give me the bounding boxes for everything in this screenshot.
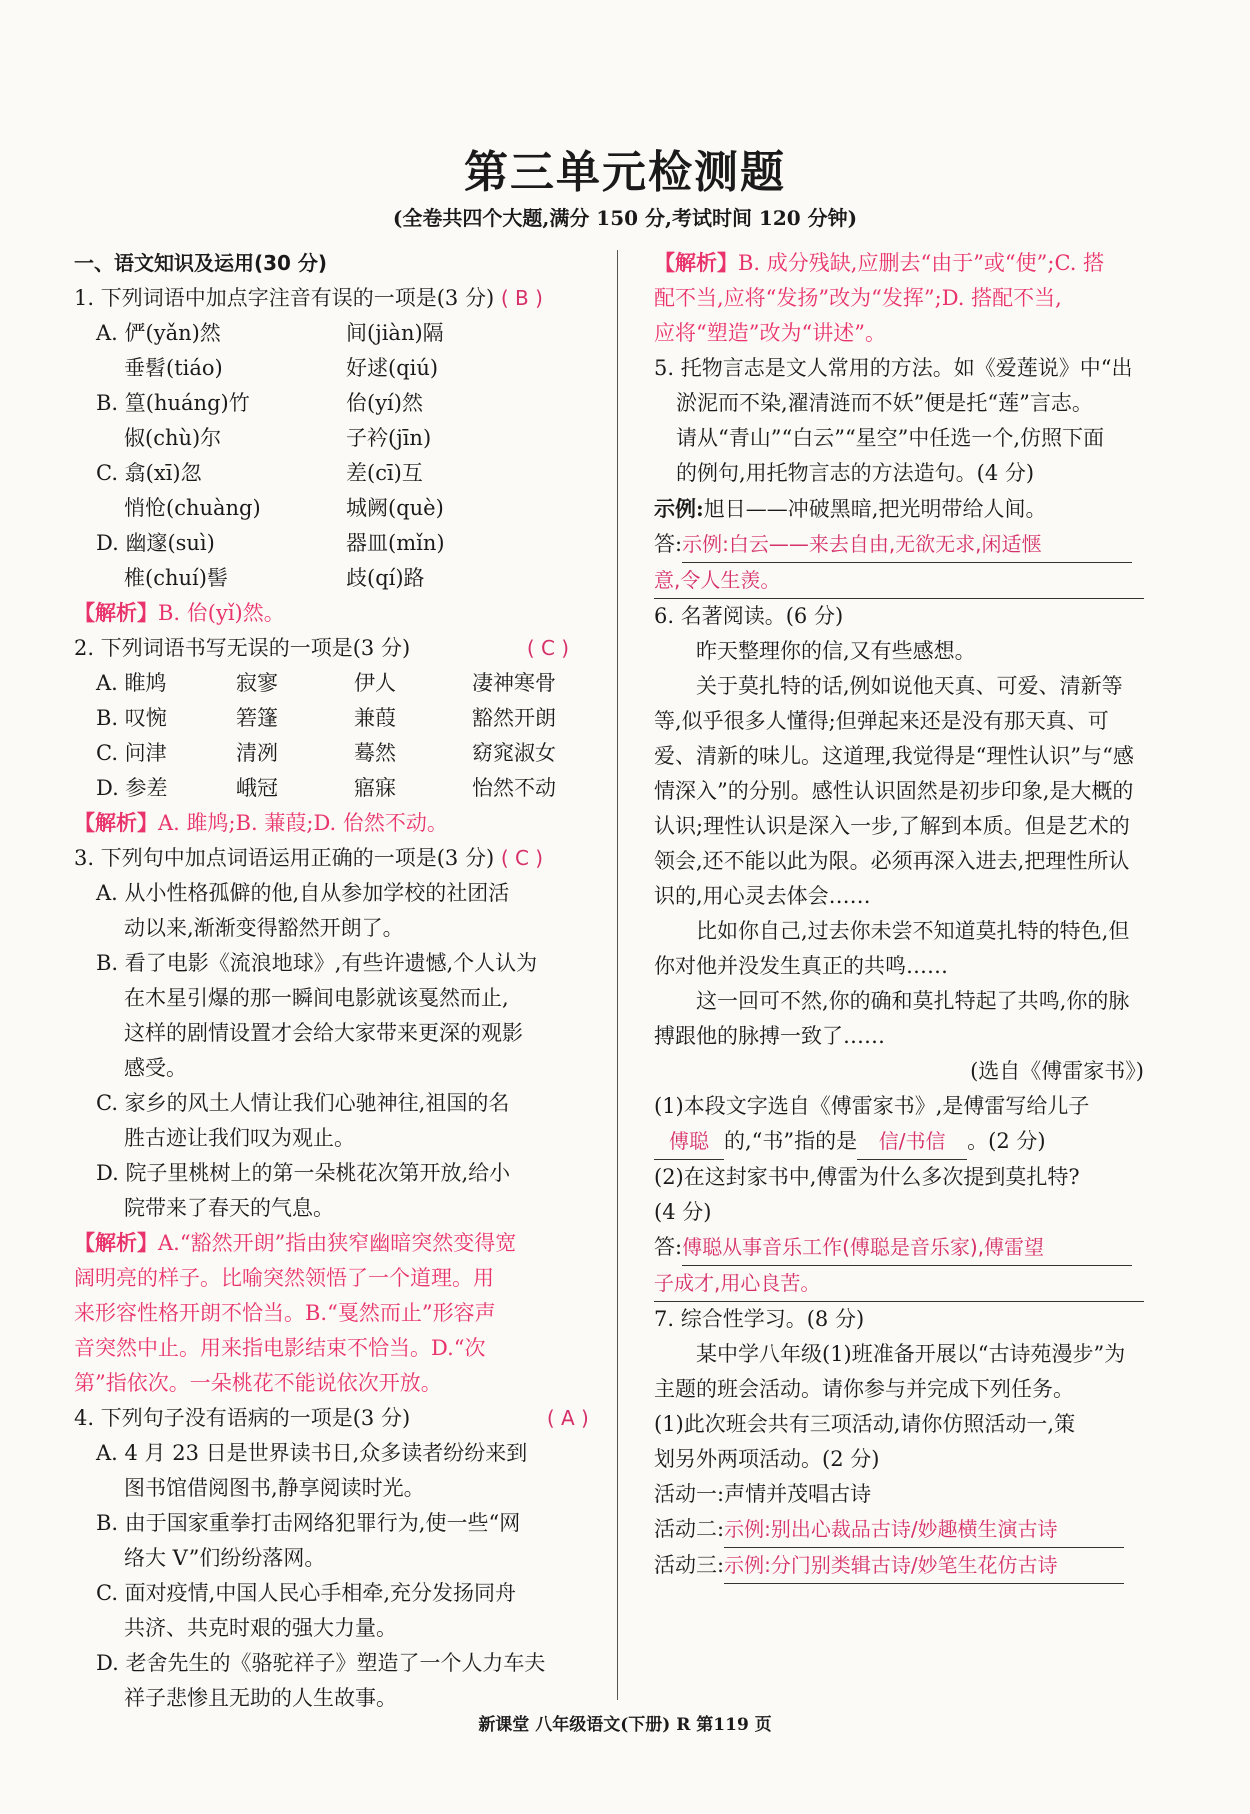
q1-analysis bbox=[74, 596, 594, 631]
option-line: 感受。 bbox=[124, 1056, 187, 1080]
q1-answer: ( B ) bbox=[500, 286, 543, 310]
question-2-stem bbox=[74, 631, 594, 666]
passage-paragraph: 关于莫扎特的话,例如说他天真、可爱、清新等等,似乎很多人懂得;但弹起来还是没有那天真、可爱、清新的味儿。这道理,我觉得是“理性认识”与“感情深入”的分别。感性认识固然是初步印象,是大概的认识;理性认识是深入一步,了解到本质。但是艺术的领会,还不能以此为限。必须再深入进去,把理性所认识的,用心灵去体会…… bbox=[654, 674, 1134, 908]
q6-sub1: (1)本段文字选自《傅雷家书》,是傅雷写给儿子 bbox=[654, 1094, 1090, 1118]
q7-passage: 某中学八年级(1)班准备开展以“古诗苑漫步”为主题的班会活动。请你参与并完成下列任务。 bbox=[654, 1342, 1126, 1401]
option-row bbox=[74, 526, 594, 561]
analysis-tag: 【解析】 bbox=[654, 251, 738, 275]
q6-sub2: (4 分) bbox=[654, 1200, 712, 1224]
option-cell: D. 参差 bbox=[96, 776, 168, 800]
q3-stem-text: 3. 下列句中加点词语运用正确的一项是(3 分) bbox=[74, 846, 495, 870]
page-subtitle: (全卷共四个大题,满分 150 分,考试时间 120 分钟) bbox=[392, 206, 858, 230]
analysis-tag: 【解析】 bbox=[74, 601, 158, 625]
option-cell: 俶(chù)尔 bbox=[124, 426, 222, 450]
option-cell: D. 幽邃(suì) bbox=[96, 531, 215, 555]
option-cell: 清冽 bbox=[236, 741, 278, 765]
q4-options bbox=[74, 1436, 594, 1716]
option-line: C. 家乡的风土人情让我们心驰神往,祖国的名 bbox=[96, 1091, 510, 1115]
activity-label: 活动二: bbox=[654, 1517, 725, 1541]
option-cell: 峨冠 bbox=[236, 776, 278, 800]
q2-analysis bbox=[74, 806, 594, 841]
option-cell: B. 叹惋 bbox=[96, 706, 167, 730]
q3-answer: ( C ) bbox=[500, 846, 544, 870]
option-cell: 间(jiàn)隔 bbox=[346, 321, 444, 345]
option-row bbox=[74, 386, 594, 421]
q6-stem: 6. 名著阅读。(6 分) bbox=[654, 604, 844, 628]
option-row bbox=[74, 316, 594, 351]
q3-analysis bbox=[74, 1226, 594, 1401]
left-column bbox=[74, 246, 594, 1716]
option-line: 祥子悲惨且无助的人生故事。 bbox=[124, 1686, 397, 1710]
option-cell: 箬篷 bbox=[236, 706, 278, 730]
q5-example bbox=[654, 491, 1144, 527]
option-line: 图书馆借阅图书,静享阅读时光。 bbox=[124, 1476, 425, 1500]
answer-text[interactable]: 子成才,用心良苦。 bbox=[654, 1266, 1144, 1302]
question-6 bbox=[654, 599, 1144, 1302]
option-cell: 椎(chuí)髻 bbox=[124, 566, 228, 590]
option-cell: 器皿(mǐn) bbox=[346, 531, 445, 555]
option-line: D. 老舍先生的《骆驼祥子》塑造了一个人力车夫 bbox=[96, 1651, 546, 1675]
q2-options bbox=[74, 666, 594, 806]
option-row bbox=[74, 421, 594, 456]
answer-text[interactable]: 示例:白云——来去自由,无欲无求,闲适惬 bbox=[682, 527, 1132, 563]
q6-sub1-blanks bbox=[654, 1124, 1144, 1160]
option-row bbox=[74, 666, 594, 701]
q5-answer bbox=[654, 527, 1144, 563]
q5-line: 请从“青山”“白云”“星空”中任选一个,仿照下面 bbox=[676, 426, 1105, 450]
option-cell: 歧(qí)路 bbox=[346, 566, 425, 590]
activity-answer[interactable]: 示例:别出心裁品古诗/妙趣横生演古诗 bbox=[724, 1512, 1124, 1548]
option-cell: 差(cī)互 bbox=[346, 461, 423, 485]
analysis-line: 第”指依次。一朵桃花不能说依次开放。 bbox=[74, 1371, 442, 1395]
example-label: 示例: bbox=[654, 496, 704, 521]
passage-paragraph: 这一回可不然,你的确和莫扎特起了共鸣,你的脉搏跟他的脉搏一致了…… bbox=[654, 989, 1130, 1048]
q4-answer: ( A ) bbox=[546, 1406, 589, 1430]
q2-stem-text: 2. 下列词语书写无误的一项是(3 分) bbox=[74, 636, 411, 660]
analysis-line: B. 成分残缺,应删去“由于”或“使”;C. 搭 bbox=[738, 251, 1105, 275]
answer-label: 答: bbox=[654, 1235, 683, 1259]
page-title: 第三单元检测题 bbox=[464, 147, 786, 198]
option-cell: 悄怆(chuàng) bbox=[124, 496, 261, 520]
question-3-stem bbox=[74, 841, 594, 876]
sub1-end: 。(2 分) bbox=[967, 1129, 1046, 1153]
option-line: 共济、共克时艰的强大力量。 bbox=[124, 1616, 397, 1640]
q5-line: 淤泥而不染,濯清涟而不妖”便是托“莲”言志。 bbox=[676, 391, 1093, 415]
q1-stem-text: 1. 下列词语中加点字注音有误的一项是(3 分) bbox=[74, 286, 495, 310]
q2-answer: ( C ) bbox=[526, 636, 570, 660]
q1-options bbox=[74, 316, 594, 596]
q7-sub1: 划另外两项活动。(2 分) bbox=[654, 1447, 880, 1471]
analysis-line: 音突然中止。用来指电影结束不恰当。D.“次 bbox=[74, 1336, 486, 1360]
option-cell: 佁(yí)然 bbox=[346, 391, 423, 415]
analysis-line: A.“豁然开朗”指由狭窄幽暗突然变得宽 bbox=[158, 1231, 517, 1255]
option-row bbox=[74, 456, 594, 491]
option-cell: 垂髫(tiáo) bbox=[124, 356, 223, 380]
q6-sub2: (2)在这封家书中,傅雷为什么多次提到莫扎特? bbox=[654, 1165, 1080, 1189]
option-line: C. 面对疫情,中国人民心手相牵,充分发扬同舟 bbox=[96, 1581, 517, 1605]
option-line: 络大 V”们纷纷落网。 bbox=[124, 1546, 326, 1570]
option-cell: 好逑(qiú) bbox=[346, 356, 439, 380]
option-line: 院带来了春天的气息。 bbox=[124, 1196, 334, 1220]
option-line: 这样的剧情设置才会给大家带来更深的观影 bbox=[124, 1021, 523, 1045]
question-4-stem bbox=[74, 1401, 594, 1436]
activity-1 bbox=[654, 1477, 1144, 1512]
activity-answer[interactable]: 示例:分门别类辑古诗/妙笔生花仿古诗 bbox=[724, 1548, 1124, 1584]
option-line: B. 看了电影《流浪地球》,有些许遗憾,个人认为 bbox=[96, 951, 538, 975]
section-heading: 一、语文知识及运用(30 分) bbox=[74, 251, 328, 275]
option-cell: 兼葭 bbox=[354, 706, 396, 730]
example-text: 旭日——冲破黑暗,把光明带给人间。 bbox=[703, 497, 1047, 521]
q4-analysis bbox=[654, 246, 1144, 351]
option-line: D. 院子里桃树上的第一朵桃花次第开放,给小 bbox=[96, 1161, 511, 1185]
option-cell: 窈窕淑女 bbox=[472, 741, 556, 765]
activity-label: 活动一: bbox=[654, 1482, 725, 1506]
option-line: A. 4 月 23 日是世界读书日,众多读者纷纷来到 bbox=[96, 1441, 528, 1465]
answer-text[interactable]: 意,令人生羡。 bbox=[654, 563, 1144, 599]
question-7 bbox=[654, 1302, 1144, 1584]
analysis-line: 来形容性格开朗不恰当。B.“戛然而止”形容声 bbox=[74, 1301, 496, 1325]
option-cell: C. 翕(xī)忽 bbox=[96, 461, 202, 485]
analysis-line: 应将“塑造”改为“讲述”。 bbox=[654, 321, 886, 345]
option-line: B. 由于国家重拳打击网络犯罪行为,使一些“网 bbox=[96, 1511, 521, 1535]
q7-stem: 7. 综合性学习。(8 分) bbox=[654, 1307, 865, 1331]
option-cell: 蓦然 bbox=[354, 741, 396, 765]
option-row bbox=[74, 351, 594, 386]
right-column bbox=[654, 246, 1144, 1584]
question-1-stem bbox=[74, 281, 594, 316]
passage-source: (选自《傅雷家书》) bbox=[970, 1059, 1144, 1083]
activity-2 bbox=[654, 1512, 1144, 1548]
option-row bbox=[74, 701, 594, 736]
answer-text[interactable]: 傅聪从事音乐工作(傅聪是音乐家),傅雷望 bbox=[682, 1230, 1132, 1266]
option-cell: B. 篁(huáng)竹 bbox=[96, 391, 250, 415]
analysis-text: B. 佁(yǐ)然。 bbox=[158, 601, 285, 625]
q5-line: 的例句,用托物言志的方法造句。(4 分) bbox=[676, 461, 1035, 485]
option-row bbox=[74, 771, 594, 806]
analysis-tag: 【解析】 bbox=[74, 811, 158, 835]
option-cell: 凄神寒骨 bbox=[472, 671, 556, 695]
option-row bbox=[74, 561, 594, 596]
analysis-line: 配不当,应将“发扬”改为“发挥”;D. 搭配不当, bbox=[654, 286, 1062, 310]
option-line: 胜古迹让我们叹为观止。 bbox=[124, 1126, 355, 1150]
option-cell: A. 俨(yǎn)然 bbox=[96, 321, 221, 345]
q7-sub1: (1)此次班会共有三项活动,请你仿照活动一,策 bbox=[654, 1412, 1076, 1436]
option-cell: A. 睢鸠 bbox=[96, 671, 167, 695]
option-cell: C. 问津 bbox=[96, 741, 167, 765]
option-line: 在木星引爆的那一瞬间电影就该戛然而止, bbox=[124, 986, 509, 1010]
option-cell: 怡然不动 bbox=[472, 776, 556, 800]
passage-paragraph: 昨天整理你的信,又有些感想。 bbox=[696, 639, 976, 663]
column-divider bbox=[617, 250, 618, 1700]
q4-stem-text: 4. 下列句子没有语病的一项是(3 分) bbox=[74, 1406, 411, 1430]
option-line: A. 从小性格孤僻的他,自从参加学校的社团活 bbox=[96, 881, 510, 905]
sub1-mid: 的,“书”指的是 bbox=[724, 1129, 858, 1153]
passage-paragraph: 比如你自己,过去你未尝不知道莫扎特的特色,但你对他并没发生真正的共鸣…… bbox=[654, 919, 1130, 978]
blank-son-name[interactable]: 傅聪 bbox=[654, 1124, 724, 1160]
question-5 bbox=[654, 351, 1144, 599]
q5-line: 5. 托物言志是文人常用的方法。如《爱莲说》中“出 bbox=[654, 356, 1133, 380]
activity-text: 声情并茂唱古诗 bbox=[724, 1482, 872, 1506]
q3-options bbox=[74, 876, 594, 1226]
option-cell: 城阙(què) bbox=[346, 496, 444, 520]
option-row bbox=[74, 736, 594, 771]
option-cell: 寤寐 bbox=[354, 776, 396, 800]
analysis-text: A. 雎鸠;B. 蒹葭;D. 佁然不动。 bbox=[158, 811, 448, 835]
option-row bbox=[74, 491, 594, 526]
option-cell: 豁然开朗 bbox=[472, 706, 556, 730]
activity-3 bbox=[654, 1548, 1144, 1584]
analysis-tag: 【解析】 bbox=[74, 1231, 158, 1255]
answer-label: 答: bbox=[654, 532, 683, 556]
page-footer: 新课堂 八年级语文(下册) R 第119 页 bbox=[478, 1715, 772, 1735]
option-line: 动以来,渐渐变得豁然开朗了。 bbox=[124, 916, 404, 940]
activity-label: 活动三: bbox=[654, 1553, 725, 1577]
q6-sub2-answer bbox=[654, 1230, 1144, 1266]
option-cell: 寂寥 bbox=[236, 671, 278, 695]
blank-book-meaning[interactable]: 信/书信 bbox=[857, 1124, 967, 1160]
option-cell: 伊人 bbox=[354, 671, 396, 695]
analysis-line: 阔明亮的样子。比喻突然领悟了一个道理。用 bbox=[74, 1266, 494, 1290]
option-cell: 子衿(jīn) bbox=[346, 426, 432, 450]
